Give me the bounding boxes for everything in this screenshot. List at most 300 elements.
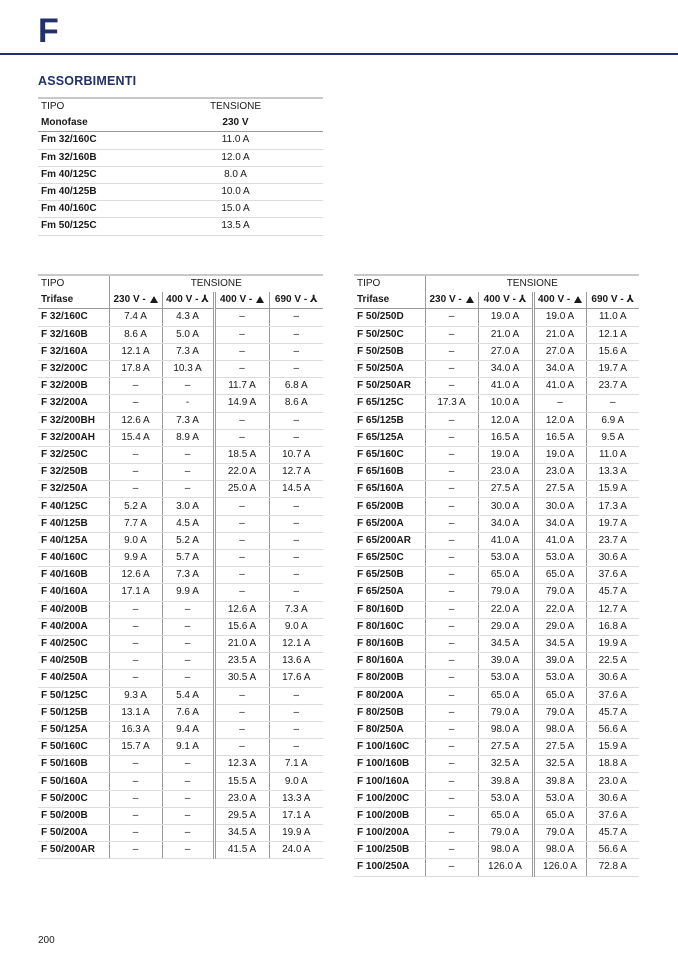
current-400v-star: 65.0 A	[478, 567, 533, 584]
current-230v-delta: 15.4 A	[109, 429, 162, 446]
current-400v-delta: –	[214, 429, 269, 446]
model-cell: F 50/160B	[38, 756, 109, 773]
current-400v-star: –	[162, 635, 214, 652]
current-230v-delta: –	[425, 360, 478, 377]
model-cell: F 80/160A	[354, 653, 425, 670]
model-cell: F 65/160C	[354, 446, 425, 463]
table-row	[38, 584, 323, 601]
model-cell: F 50/250B	[354, 343, 425, 360]
table-row	[38, 653, 323, 670]
current-690v-star: –	[269, 515, 323, 532]
model-cell: F 40/160B	[38, 567, 109, 584]
current-400v-star: 3.0 A	[162, 498, 214, 515]
voltage-header-v3	[533, 292, 586, 309]
table-row	[354, 825, 639, 842]
current-400v-star: 4.3 A	[162, 309, 214, 326]
model-cell: F 32/250B	[38, 464, 109, 481]
table-row	[354, 859, 639, 876]
table-row	[354, 464, 639, 481]
model-cell: F 65/250C	[354, 550, 425, 567]
current-690v-star: 56.6 A	[586, 721, 639, 738]
current-400v-delta: 22.0 A	[214, 464, 269, 481]
model-cell: F 65/125A	[354, 429, 425, 446]
current-400v-star: 126.0 A	[478, 859, 533, 876]
current-690v-star: –	[269, 429, 323, 446]
current-690v-star: 56.6 A	[586, 842, 639, 859]
current-690v-star: –	[269, 343, 323, 360]
voltage-header-v3	[214, 292, 269, 309]
table-row	[38, 532, 323, 549]
current-400v-delta: 53.0 A	[533, 790, 586, 807]
table-row	[38, 756, 323, 773]
current-230v-delta: –	[425, 550, 478, 567]
current-400v-star: 9.4 A	[162, 721, 214, 738]
table-row	[38, 567, 323, 584]
current-400v-star: 5.0 A	[162, 326, 214, 343]
trifase-table-right	[354, 274, 639, 877]
current-400v-star: 98.0 A	[478, 842, 533, 859]
model-cell: F 32/200A	[38, 395, 109, 412]
current-400v-star: –	[162, 653, 214, 670]
voltage-label: 230 V -	[429, 294, 462, 306]
table-row	[354, 532, 639, 549]
table-row	[38, 378, 323, 395]
table-row	[354, 618, 639, 635]
voltage-header-v4	[269, 292, 323, 309]
current-690v-star: 9.0 A	[269, 773, 323, 790]
table-row	[354, 567, 639, 584]
current-400v-star: –	[162, 807, 214, 824]
current-400v-delta: 27.0 A	[533, 343, 586, 360]
tensione-header: TENSIONE	[109, 275, 323, 292]
current-400v-star: –	[162, 670, 214, 687]
current-400v-delta: –	[214, 550, 269, 567]
current-690v-star: 10.7 A	[269, 446, 323, 463]
current-400v-delta: 15.5 A	[214, 773, 269, 790]
table-row	[38, 790, 323, 807]
voltage-label: 690 V -	[591, 294, 624, 306]
current-400v-delta: –	[214, 687, 269, 704]
current-400v-star: 39.8 A	[478, 773, 533, 790]
current-400v-delta: 16.5 A	[533, 429, 586, 446]
model-cell: Fm 32/160B	[38, 149, 148, 166]
current-230v-delta: –	[425, 446, 478, 463]
table-row	[354, 807, 639, 824]
model-cell: F 50/200C	[38, 790, 109, 807]
current-400v-star: 41.0 A	[478, 378, 533, 395]
current-230v-delta: 9.3 A	[109, 687, 162, 704]
current-230v-delta: –	[109, 807, 162, 824]
table-row	[354, 790, 639, 807]
current-690v-star: 14.5 A	[269, 481, 323, 498]
current-400v-delta: 39.8 A	[533, 773, 586, 790]
current-400v-star: 5.7 A	[162, 550, 214, 567]
current-690v-star: 24.0 A	[269, 842, 323, 859]
current-690v-star: –	[269, 532, 323, 549]
current-400v-delta: –	[214, 704, 269, 721]
current-400v-delta: 41.0 A	[533, 532, 586, 549]
current-230v-delta: –	[425, 807, 478, 824]
current-400v-delta: 65.0 A	[533, 567, 586, 584]
current-400v-delta: 12.3 A	[214, 756, 269, 773]
current-690v-star: 15.9 A	[586, 739, 639, 756]
table-row	[38, 670, 323, 687]
current-400v-star: 9.9 A	[162, 584, 214, 601]
model-cell: F 80/160D	[354, 601, 425, 618]
table-row	[38, 550, 323, 567]
tipo-header: TIPO	[38, 275, 109, 292]
delta-icon	[466, 296, 474, 303]
current-230v-delta: –	[425, 481, 478, 498]
table-row	[38, 704, 323, 721]
current-690v-star: 45.7 A	[586, 825, 639, 842]
current-690v-star: 9.0 A	[269, 618, 323, 635]
current-690v-star: –	[269, 584, 323, 601]
voltage-label: 400 V -	[166, 294, 199, 306]
table-row	[38, 326, 323, 343]
voltage-label: 400 V -	[537, 294, 571, 306]
current-cell: 8.0 A	[148, 166, 323, 183]
model-cell: F 40/200B	[38, 601, 109, 618]
voltage-label: 400 V -	[219, 294, 253, 306]
current-400v-star: 65.0 A	[478, 687, 533, 704]
current-230v-delta: 9.9 A	[109, 550, 162, 567]
current-230v-delta: –	[425, 343, 478, 360]
current-400v-star: 16.5 A	[478, 429, 533, 446]
current-400v-delta: 29.0 A	[533, 618, 586, 635]
current-400v-delta: –	[214, 721, 269, 738]
model-cell: F 40/125A	[38, 532, 109, 549]
current-690v-star: –	[269, 739, 323, 756]
star-icon: ⅄	[309, 294, 318, 306]
current-230v-delta: –	[109, 842, 162, 859]
current-690v-star: 12.1 A	[269, 635, 323, 652]
page-number: 200	[38, 935, 55, 946]
delta-icon	[150, 296, 158, 303]
model-cell: F 100/200C	[354, 790, 425, 807]
table-row	[38, 807, 323, 824]
current-230v-delta: –	[425, 721, 478, 738]
current-230v-delta: –	[425, 309, 478, 326]
current-400v-star: -	[162, 395, 214, 412]
table-row	[38, 464, 323, 481]
current-230v-delta: 12.1 A	[109, 343, 162, 360]
current-400v-delta: 11.7 A	[214, 378, 269, 395]
current-400v-delta: 41.0 A	[533, 378, 586, 395]
current-400v-star: –	[162, 601, 214, 618]
model-cell: F 50/250D	[354, 309, 425, 326]
model-cell: F 50/250C	[354, 326, 425, 343]
current-690v-star: 45.7 A	[586, 584, 639, 601]
current-690v-star: 19.7 A	[586, 360, 639, 377]
table-row	[354, 343, 639, 360]
current-400v-delta: –	[214, 309, 269, 326]
current-690v-star: 30.6 A	[586, 550, 639, 567]
current-400v-delta: 23.0 A	[533, 464, 586, 481]
current-400v-star: 7.3 A	[162, 567, 214, 584]
current-400v-delta: –	[214, 584, 269, 601]
current-690v-star: 23.7 A	[586, 532, 639, 549]
table-row	[354, 360, 639, 377]
model-cell: F 40/160C	[38, 550, 109, 567]
table-row	[38, 618, 323, 635]
model-cell: F 40/160A	[38, 584, 109, 601]
model-cell: F 65/125C	[354, 395, 425, 412]
current-230v-delta: –	[425, 601, 478, 618]
current-230v-delta: –	[109, 635, 162, 652]
current-690v-star: 17.3 A	[586, 498, 639, 515]
current-400v-delta: 12.6 A	[214, 601, 269, 618]
model-cell: F 80/250B	[354, 704, 425, 721]
model-cell: F 32/160A	[38, 343, 109, 360]
current-230v-delta: –	[425, 618, 478, 635]
monofase-header-row	[38, 98, 323, 115]
section-title: ASSORBIMENTI	[38, 74, 137, 88]
current-230v-delta: 8.6 A	[109, 326, 162, 343]
current-400v-star: 98.0 A	[478, 721, 533, 738]
trifase-table-left	[38, 274, 323, 859]
current-400v-delta: 65.0 A	[533, 687, 586, 704]
current-690v-star: 19.9 A	[269, 825, 323, 842]
current-690v-star: 45.7 A	[586, 704, 639, 721]
table-row	[354, 446, 639, 463]
table-row	[38, 687, 323, 704]
current-400v-star: 34.5 A	[478, 635, 533, 652]
current-400v-star: 21.0 A	[478, 326, 533, 343]
current-230v-delta: –	[425, 567, 478, 584]
model-cell: F 40/200A	[38, 618, 109, 635]
current-690v-star: 9.5 A	[586, 429, 639, 446]
trifase-header-row	[354, 275, 639, 292]
current-400v-star: 41.0 A	[478, 532, 533, 549]
model-cell: F 50/250AR	[354, 378, 425, 395]
current-400v-star: 7.6 A	[162, 704, 214, 721]
current-400v-star: –	[162, 464, 214, 481]
current-400v-star: 23.0 A	[478, 464, 533, 481]
current-230v-delta: –	[109, 601, 162, 618]
current-690v-star: 11.0 A	[586, 446, 639, 463]
table-row	[354, 721, 639, 738]
delta-icon	[574, 296, 582, 303]
table-row	[354, 309, 639, 326]
table-row	[354, 756, 639, 773]
tipo-header: TIPO	[38, 98, 148, 115]
current-690v-star: –	[269, 498, 323, 515]
current-400v-star: 4.5 A	[162, 515, 214, 532]
current-400v-delta: 53.0 A	[533, 550, 586, 567]
current-690v-star: –	[269, 412, 323, 429]
current-690v-star: –	[269, 326, 323, 343]
current-400v-delta: 23.0 A	[214, 790, 269, 807]
current-230v-delta: –	[425, 515, 478, 532]
current-400v-delta: 21.0 A	[533, 326, 586, 343]
current-230v-delta: 5.2 A	[109, 498, 162, 515]
model-cell: F 50/125B	[38, 704, 109, 721]
current-690v-star: 12.7 A	[586, 601, 639, 618]
model-cell: Fm 40/125C	[38, 166, 148, 183]
current-690v-star: 15.9 A	[586, 481, 639, 498]
table-row	[354, 842, 639, 859]
tensione-header: TENSIONE	[425, 275, 639, 292]
table-row	[354, 584, 639, 601]
current-400v-star: –	[162, 790, 214, 807]
current-400v-star: 79.0 A	[478, 825, 533, 842]
header-rule	[0, 53, 678, 55]
model-cell: F 100/250A	[354, 859, 425, 876]
model-cell: F 40/250B	[38, 653, 109, 670]
current-690v-star: –	[269, 550, 323, 567]
current-230v-delta: –	[425, 584, 478, 601]
current-230v-delta: 15.7 A	[109, 739, 162, 756]
current-230v-delta: –	[425, 464, 478, 481]
current-400v-star: 12.0 A	[478, 412, 533, 429]
current-400v-delta: 29.5 A	[214, 807, 269, 824]
model-cell: F 32/160B	[38, 326, 109, 343]
current-400v-delta: 22.0 A	[533, 601, 586, 618]
delta-icon	[256, 296, 264, 303]
current-400v-delta: –	[214, 412, 269, 429]
model-cell: F 65/125B	[354, 412, 425, 429]
current-400v-delta: –	[214, 343, 269, 360]
current-230v-delta: 7.4 A	[109, 309, 162, 326]
model-cell: F 80/160C	[354, 618, 425, 635]
current-230v-delta: –	[425, 635, 478, 652]
current-690v-star: 6.9 A	[586, 412, 639, 429]
model-cell: F 32/200BH	[38, 412, 109, 429]
current-400v-star: 65.0 A	[478, 807, 533, 824]
monofase-table	[38, 97, 323, 236]
table-row	[38, 635, 323, 652]
voltage-label: 690 V -	[274, 294, 308, 306]
current-400v-star: –	[162, 773, 214, 790]
table-row	[354, 635, 639, 652]
current-230v-delta: –	[425, 498, 478, 515]
current-690v-star: 17.6 A	[269, 670, 323, 687]
current-400v-delta: 126.0 A	[533, 859, 586, 876]
model-cell: F 65/200B	[354, 498, 425, 515]
model-cell: F 100/160A	[354, 773, 425, 790]
current-400v-delta: 39.0 A	[533, 653, 586, 670]
current-230v-delta: –	[425, 412, 478, 429]
model-cell: F 32/250C	[38, 446, 109, 463]
current-690v-star: 13.6 A	[269, 653, 323, 670]
table-row	[38, 825, 323, 842]
current-cell: 12.0 A	[148, 149, 323, 166]
current-690v-star: 19.9 A	[586, 635, 639, 652]
current-400v-delta: 18.5 A	[214, 446, 269, 463]
current-400v-star: 27.0 A	[478, 343, 533, 360]
current-690v-star: 37.6 A	[586, 567, 639, 584]
current-400v-delta: 65.0 A	[533, 807, 586, 824]
table-row	[354, 326, 639, 343]
current-690v-star: –	[269, 309, 323, 326]
model-cell: F 32/160C	[38, 309, 109, 326]
group-label: Trifase	[354, 292, 425, 309]
current-230v-delta: 16.3 A	[109, 721, 162, 738]
current-690v-star: 7.3 A	[269, 601, 323, 618]
table-row	[38, 498, 323, 515]
model-cell: F 32/200C	[38, 360, 109, 377]
current-400v-star: 19.0 A	[478, 309, 533, 326]
current-230v-delta: –	[425, 773, 478, 790]
current-400v-delta: 30.0 A	[533, 498, 586, 515]
current-400v-delta: 19.0 A	[533, 309, 586, 326]
model-cell: F 100/160C	[354, 739, 425, 756]
model-cell: F 40/250C	[38, 635, 109, 652]
current-400v-delta: 23.5 A	[214, 653, 269, 670]
current-400v-star: 5.4 A	[162, 687, 214, 704]
model-cell: F 80/160B	[354, 635, 425, 652]
model-cell: F 80/200B	[354, 670, 425, 687]
current-690v-star: –	[269, 567, 323, 584]
model-cell: F 50/250A	[354, 360, 425, 377]
model-cell: F 50/125A	[38, 721, 109, 738]
current-400v-star: 27.5 A	[478, 739, 533, 756]
current-400v-delta: –	[533, 395, 586, 412]
model-cell: F 40/250A	[38, 670, 109, 687]
table-row	[38, 739, 323, 756]
current-690v-star: –	[269, 704, 323, 721]
current-400v-star: 5.2 A	[162, 532, 214, 549]
table-row	[38, 201, 323, 218]
current-690v-star: 12.7 A	[269, 464, 323, 481]
model-cell: F 50/160C	[38, 739, 109, 756]
table-row	[38, 842, 323, 859]
model-cell: F 65/200AR	[354, 532, 425, 549]
current-690v-star: 6.8 A	[269, 378, 323, 395]
current-690v-star: 8.6 A	[269, 395, 323, 412]
table-row	[38, 446, 323, 463]
table-row	[354, 481, 639, 498]
current-230v-delta: –	[425, 687, 478, 704]
voltage-label: 230 V -	[113, 294, 146, 306]
current-230v-delta: 9.0 A	[109, 532, 162, 549]
current-400v-delta: 98.0 A	[533, 721, 586, 738]
current-690v-star: –	[269, 360, 323, 377]
model-cell: F 100/200B	[354, 807, 425, 824]
table-row	[38, 412, 323, 429]
current-400v-delta: 12.0 A	[533, 412, 586, 429]
section-letter: F	[38, 12, 59, 50]
trifase-subheader-row	[354, 292, 639, 309]
current-690v-star: 12.1 A	[586, 326, 639, 343]
current-400v-delta: 34.0 A	[533, 360, 586, 377]
voltage-header-v1	[109, 292, 162, 309]
current-230v-delta: –	[425, 704, 478, 721]
current-400v-delta: 53.0 A	[533, 670, 586, 687]
current-690v-star: 18.8 A	[586, 756, 639, 773]
current-690v-star: 72.8 A	[586, 859, 639, 876]
current-690v-star: –	[269, 721, 323, 738]
current-230v-delta: –	[109, 773, 162, 790]
current-230v-delta: –	[109, 756, 162, 773]
current-230v-delta: 7.7 A	[109, 515, 162, 532]
current-400v-delta: –	[214, 739, 269, 756]
model-cell: F 40/125C	[38, 498, 109, 515]
current-690v-star: –	[269, 687, 323, 704]
current-230v-delta: –	[109, 618, 162, 635]
current-400v-star: 53.0 A	[478, 790, 533, 807]
current-400v-star: 10.0 A	[478, 395, 533, 412]
current-400v-star: 7.3 A	[162, 343, 214, 360]
current-690v-star: 17.1 A	[269, 807, 323, 824]
star-icon: ⅄	[201, 294, 209, 306]
table-row	[38, 429, 323, 446]
table-row	[354, 378, 639, 395]
current-690v-star: 13.3 A	[586, 464, 639, 481]
model-cell: F 100/160B	[354, 756, 425, 773]
current-690v-star: 11.0 A	[586, 309, 639, 326]
